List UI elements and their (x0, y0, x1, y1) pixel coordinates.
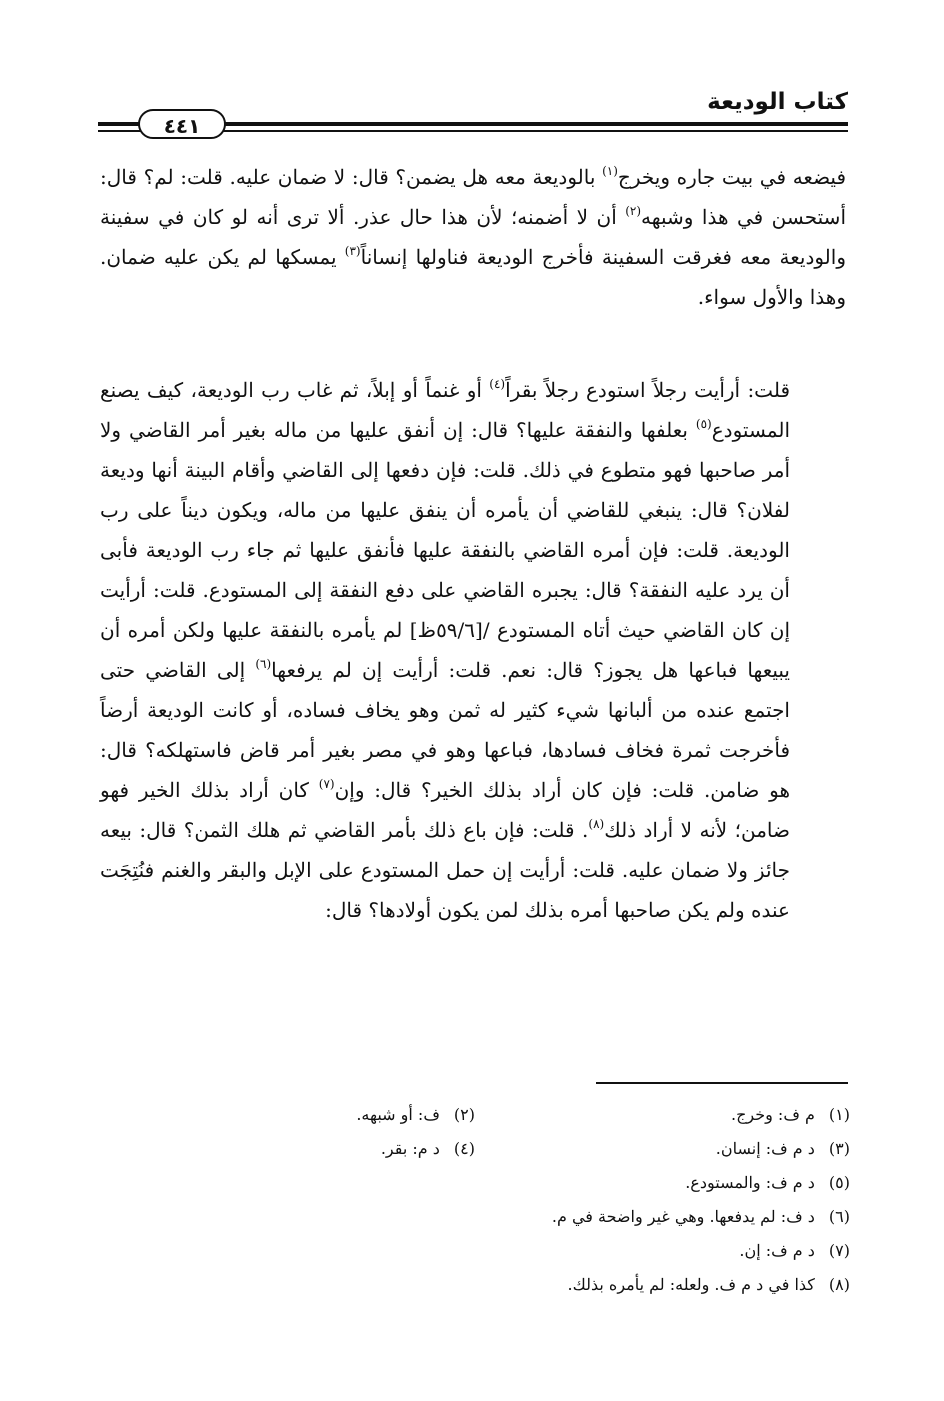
footnote-number: (١) (828, 1105, 850, 1124)
running-title: كتاب الوديعة (707, 89, 848, 115)
paragraph-2 (100, 370, 846, 930)
footnote-number: (٢) (453, 1105, 475, 1124)
text-segment: أن لا أضمنه؛ لأن هذا حال عذر. ألا ترى أنه لو كان في سفينة والوديعة معه فغرقت السفينة فأخرج الوديعة فناولها إنساناً (100, 205, 846, 269)
footnote-marker-5[interactable]: (٥) (695, 417, 712, 431)
footnote-number: (٨) (828, 1275, 850, 1294)
footnote-1 (475, 1098, 850, 1132)
text-segment: يمسكها لم يكن عليه ضمان. وهذا والأول سواء. (100, 245, 846, 309)
footnote-8 (568, 1268, 850, 1302)
text-segment: بالوديعة معه هل يضمن؟ قال: لا ضمان عليه. قلت: لم؟ قال: أستحسن في هذا وشبهه (100, 165, 846, 229)
footnote-text: د ف: لم يدفعها. وهي غير واضحة في م. (551, 1207, 815, 1226)
footnote-text: كذا في د م ف. ولعله: لم يأمره بذلك. (567, 1275, 815, 1294)
footnote-row (100, 1132, 850, 1166)
footnote-row (100, 1200, 850, 1234)
footnote-marker-6[interactable]: (٦) (255, 657, 272, 671)
footnote-marker-8[interactable]: (٨) (588, 817, 605, 831)
footnote-marker-7[interactable]: (٧) (318, 777, 335, 791)
page-number: ٤٤١ (138, 109, 226, 139)
footnote-7 (739, 1234, 850, 1268)
footnote-6 (552, 1200, 850, 1234)
footnote-5 (685, 1166, 850, 1200)
footnote-separator (596, 1082, 848, 1084)
footnote-number: (٤) (453, 1139, 475, 1158)
text-segment: بعلفها والنفقة عليها؟ قال: إن أنفق عليها من ماله بغير أمر القاضي ولا أمر صاحبها فهو متطوع في ذلك. قلت: فإن دفعها إلى القاضي وأقام البينة أنها وديعة لفلان؟ قال: ينبغي للقاضي أن يأمره أن ينفق عليها من ماله، ويكون ديناً على رب الوديعة. قلت: فإن أمره القاضي بالنفقة عليها فأنفق عليها ثم جاء رب الوديعة فأبى أن يرد عليه النفقة؟ قال: يجبره القاضي على دفع النفقة إلى المستودع. قلت: أرأيت إن كان القاضي حيث أتاه المستودع /[٥٩/٦ظ] لم يأمره بالنفقة عليها ولكن أمره أن يبيعها فباعها هل يجوز؟ قال: نعم. قلت: أرأيت إن لم يرفعها (100, 418, 790, 682)
text-segment: قلت: أرأيت رجلاً استودع رجلاً بقراً (505, 378, 791, 402)
footnote-text: ف: أو شبهه. (356, 1105, 440, 1124)
text-segment: . قلت: فإن باع ذلك بأمر القاضي ثم هلك الثمن؟ قال: بيعه جائز ولا ضمان عليه. قلت: أرأيت إن حمل المستودع على الإبل والبقر والغنم فنُتِجَت عنده ولم يكن صاحبها أمره بذلك لمن يكون أولادها؟ قال: (100, 818, 790, 922)
footnote-4 (100, 1132, 475, 1166)
footnote-marker-2[interactable]: (٢) (625, 204, 642, 218)
footnote-number: (٥) (828, 1173, 850, 1192)
footnote-row (100, 1268, 850, 1302)
text-segment: أو غنماً أو إبلاً، ثم غاب رب الوديعة، كيف يصنع المستودع (100, 378, 790, 442)
footnote-text: د م ف: إن. (739, 1241, 815, 1260)
footnote-marker-4[interactable]: (٤) (489, 377, 506, 391)
text-segment: كان أراد بذلك الخير فهو ضامن؛ لأنه لا أراد ذلك (100, 778, 790, 842)
footnotes (100, 1098, 850, 1302)
page-header (98, 88, 848, 138)
footnote-2 (100, 1098, 475, 1132)
text-segment: إلى القاضي حتى اجتمع عنده من ألبانها شيء كثير له ثمن وهو يخاف فساده، أو كانت الوديعة أرضاً فأخرجت ثمرة فخاف فسادها، فباعها وهو في مصر بغير أمر قاض فاستهلكه؟ قال: هو ضامن. قلت: فإن كان أراد بذلك الخير؟ قال: وإن (100, 658, 790, 802)
paragraph-1 (100, 157, 846, 317)
footnote-number: (٦) (828, 1207, 850, 1226)
footnote-number: (٧) (828, 1241, 850, 1260)
footnote-number: (٣) (828, 1139, 850, 1158)
footnote-marker-1[interactable]: (١) (602, 164, 618, 178)
footnote-row (100, 1098, 850, 1132)
footnote-text: د م ف: والمستودع. (685, 1173, 815, 1192)
footnote-row (100, 1166, 850, 1200)
footnote-marker-3[interactable]: (٣) (344, 244, 361, 258)
footnote-text: د م ف: إنسان. (715, 1139, 815, 1158)
text-segment: فيضعه في بيت جاره ويخرج (617, 165, 847, 189)
footnote-3 (475, 1132, 850, 1166)
footnote-text: م ف: وخرج. (730, 1105, 815, 1124)
footnote-row (100, 1234, 850, 1268)
footnote-text: د م: بقر. (380, 1139, 440, 1158)
